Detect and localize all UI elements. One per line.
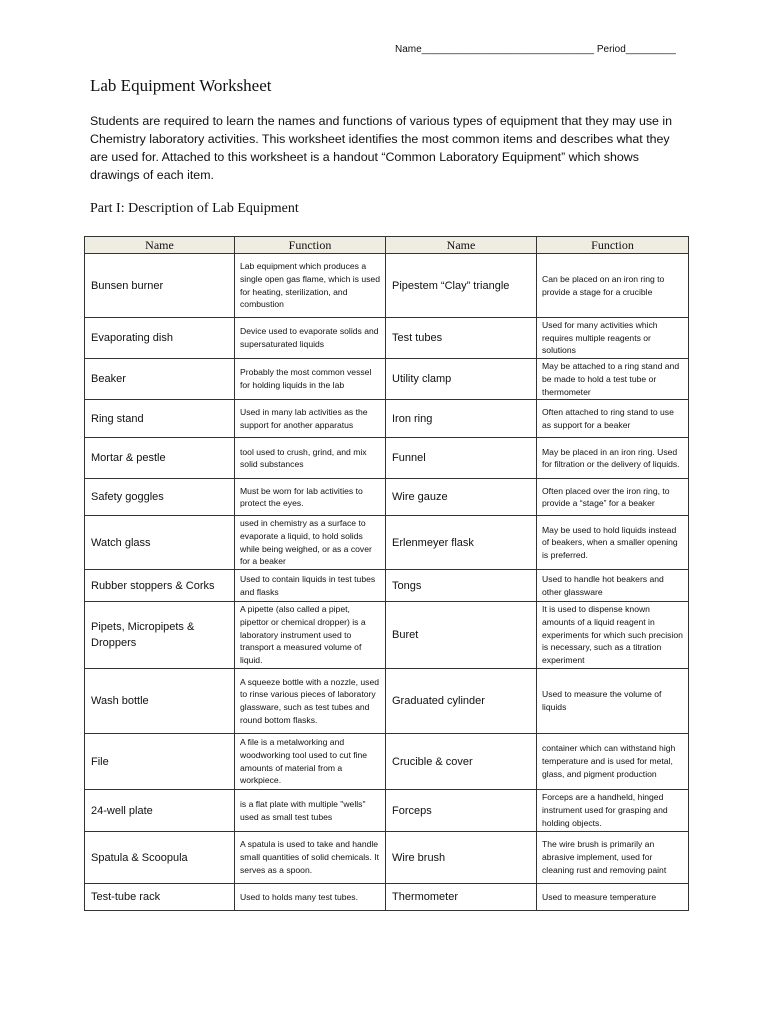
header-function-1: Function	[235, 237, 386, 254]
equipment-function: Can be placed on an iron ring to provide a stage for a crucible	[537, 254, 689, 318]
equipment-function: Used to handle hot beakers and other glassware	[537, 570, 689, 602]
equipment-function: May be used to hold liquids instead of beakers, when a smaller opening is preferred.	[537, 516, 689, 570]
equipment-function: container which can withstand high temperature and is used for metal, glass, and pigment production	[537, 734, 689, 790]
equipment-name: Safety goggles	[85, 479, 235, 516]
equipment-table	[84, 236, 689, 911]
table-row	[85, 570, 689, 602]
equipment-name: Thermometer	[386, 884, 537, 911]
equipment-function: Device used to evaporate solids and supersaturated liquids	[235, 318, 386, 359]
equipment-name: Graduated cylinder	[386, 669, 537, 734]
equipment-name: Mortar & pestle	[85, 438, 235, 479]
equipment-name: Utility clamp	[386, 359, 537, 400]
table-row	[85, 438, 689, 479]
table-row	[85, 516, 689, 570]
equipment-function: May be placed in an iron ring. Used for filtration or the delivery of liquids.	[537, 438, 689, 479]
equipment-function: Lab equipment which produces a single open gas flame, which is used for heating, sterilization, and combustion	[235, 254, 386, 318]
equipment-name: Crucible & cover	[386, 734, 537, 790]
name-period-line: Name_______________________________ Period_________	[395, 44, 676, 55]
equipment-name: Iron ring	[386, 400, 537, 438]
equipment-name: Test tubes	[386, 318, 537, 359]
page-title: Lab Equipment Worksheet	[90, 76, 272, 95]
equipment-name: 24-well plate	[85, 790, 235, 832]
header-name-1: Name	[85, 237, 235, 254]
table-row	[85, 400, 689, 438]
equipment-name: Wash bottle	[85, 669, 235, 734]
equipment-name: Rubber stoppers & Corks	[85, 570, 235, 602]
table-row	[85, 790, 689, 832]
equipment-name: Erlenmeyer flask	[386, 516, 537, 570]
equipment-function: Used to contain liquids in test tubes and flasks	[235, 570, 386, 602]
equipment-name: Ring stand	[85, 400, 235, 438]
equipment-function: used in chemistry as a surface to evaporate a liquid, to hold solids while being weighed, or as a cover for a beaker	[235, 516, 386, 570]
table-row	[85, 359, 689, 400]
equipment-name: Spatula & Scoopula	[85, 832, 235, 884]
equipment-function: The wire brush is primarily an abrasive implement, used for cleaning rust and removing paint	[537, 832, 689, 884]
header-name-2: Name	[386, 237, 537, 254]
equipment-function: Used for many activities which requires multiple reagents or solutions	[537, 318, 689, 359]
equipment-name: Evaporating dish	[85, 318, 235, 359]
equipment-function: Often placed over the iron ring, to provide a “stage” for a beaker	[537, 479, 689, 516]
equipment-name: Beaker	[85, 359, 235, 400]
table-row	[85, 832, 689, 884]
equipment-function: A pipette (also called a pipet, pipettor or chemical dropper) is a laboratory instrument used to transport a measured volume of liquid.	[235, 602, 386, 669]
table-row	[85, 254, 689, 318]
equipment-function: Used in many lab activities as the support for another apparatus	[235, 400, 386, 438]
equipment-name: Funnel	[386, 438, 537, 479]
equipment-name: Pipets, Micropipets & Droppers	[85, 602, 235, 669]
equipment-function: Forceps are a handheld, hinged instrument used for grasping and holding objects.	[537, 790, 689, 832]
equipment-name: Wire gauze	[386, 479, 537, 516]
equipment-function: A file is a metalworking and woodworking tool used to cut fine amounts of material from a workpiece.	[235, 734, 386, 790]
equipment-function: Used to measure temperature	[537, 884, 689, 911]
equipment-function: Used to measure the volume of liquids	[537, 669, 689, 734]
equipment-name: Test-tube rack	[85, 884, 235, 911]
table-row	[85, 602, 689, 669]
equipment-name: File	[85, 734, 235, 790]
equipment-function: May be attached to a ring stand and be made to hold a test tube or thermometer	[537, 359, 689, 400]
equipment-function: tool used to crush, grind, and mix solid substances	[235, 438, 386, 479]
equipment-name: Forceps	[386, 790, 537, 832]
intro-paragraph: Students are required to learn the names and functions of various types of equipment that they may use in Chemistry laboratory activities. This worksheet identifies the most common items and describes what they are used for. Attached to this worksheet is a handout “Common Laboratory Equipment” which shows drawings of each item.	[90, 114, 673, 182]
table-row	[85, 669, 689, 734]
equipment-function: Used to holds many test tubes.	[235, 884, 386, 911]
equipment-name: Pipestem “Clay” triangle	[386, 254, 537, 318]
equipment-function: Often attached to ring stand to use as support for a beaker	[537, 400, 689, 438]
part-title: Part I: Description of Lab Equipment	[90, 201, 299, 216]
table-row	[85, 318, 689, 359]
equipment-function: Must be worn for lab activities to protect the eyes.	[235, 479, 386, 516]
equipment-function: A spatula is used to take and handle small quantities of solid chemicals. It serves as a spoon.	[235, 832, 386, 884]
equipment-name: Buret	[386, 602, 537, 669]
equipment-name: Watch glass	[85, 516, 235, 570]
equipment-name: Tongs	[386, 570, 537, 602]
table-header-row	[85, 237, 689, 254]
equipment-function: Probably the most common vessel for holding liquids in the lab	[235, 359, 386, 400]
table-row	[85, 884, 689, 911]
equipment-function: is a flat plate with multiple "wells" used as small test tubes	[235, 790, 386, 832]
equipment-name: Bunsen burner	[85, 254, 235, 318]
header-function-2: Function	[537, 237, 689, 254]
table-row	[85, 479, 689, 516]
equipment-function: It is used to dispense known amounts of a liquid reagent in experiments for which such precision is necessary, such as a titration experiment	[537, 602, 689, 669]
equipment-function: A squeeze bottle with a nozzle, used to rinse various pieces of laboratory glassware, such as test tubes and round bottom flasks.	[235, 669, 386, 734]
table-row	[85, 734, 689, 790]
equipment-name: Wire brush	[386, 832, 537, 884]
